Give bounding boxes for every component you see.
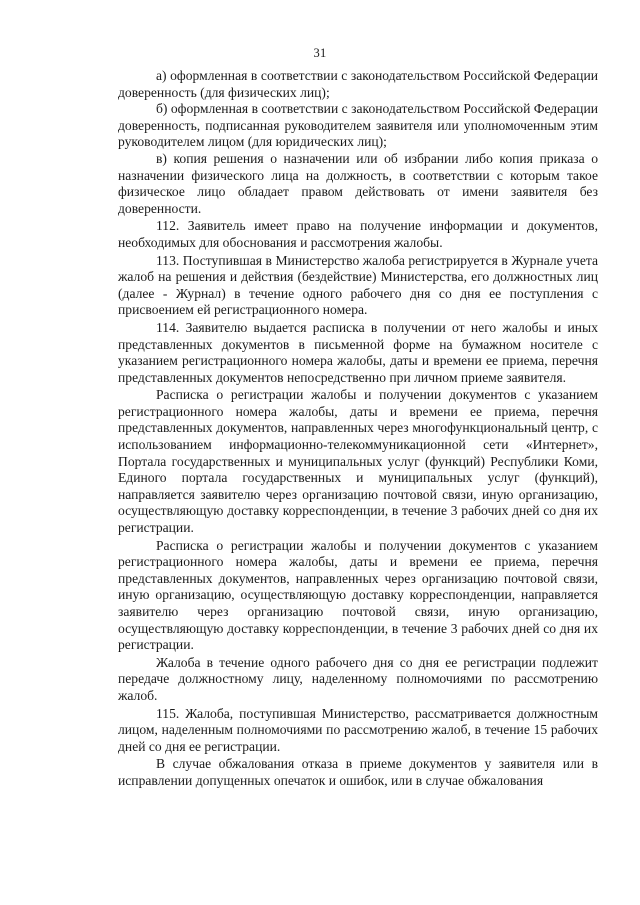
paragraph-112: 112. Заявитель имеет право на получение информации и документов, необходимых для обоснования и рассмотрения жалобы. <box>118 218 598 250</box>
paragraph-appeal: В случае обжалования отказа в приеме документов у заявителя или в исправлении допущенных опечаток и ошибок, или в случае обжалования <box>118 756 598 788</box>
paragraph-receipt-post: Расписка о регистрации жалобы и получении документов с указанием регистрационного номера жалобы, даты и времени ее приема, перечня представленных документов, направленных через организацию почтовой связи, иную организацию, осуществляющую доставку корреспонденции, направляется заявителю через организацию почтовой связи, иную организацию, осуществляющую доставку корреспонденции, в течение 3 рабочих дней со дня их регистрации. <box>118 537 598 653</box>
paragraph-v: в) копия решения о назначении или об избрании либо копия приказа о назначении физического лица на должность, в соответствии с которым такое физическое лицо обладает правом действовать от имени заявителя без доверенности. <box>118 150 598 216</box>
paragraph-114: 114. Заявителю выдается расписка в получении от него жалобы и иных представленных документов в письменной форме на бумажном носителе с указанием регистрационного номера жалобы, даты и времени ее приема, перечня представленных документов непосредственно при личном приеме заявителя. <box>118 319 598 385</box>
page-number: 31 <box>313 46 327 60</box>
paragraph-113: 113. Поступившая в Министерство жалоба регистрируется в Журнале учета жалоб на решения и действия (бездействие) Министерства, его должностных лиц (далее - Журнал) в течение одного рабочего дня со дня ее поступления с присвоением ей регистрационного номера. <box>118 252 598 318</box>
document-body <box>118 68 598 790</box>
paragraph-b: б) оформленная в соответствии с законодательством Российской Федерации доверенность, подписанная руководителем заявителя или уполномоченным этим руководителем лицом (для юридических лиц); <box>118 101 598 150</box>
paragraph-115: 115. Жалоба, поступившая Министерство, рассматривается должностным лицом, наделенным полномочиями по рассмотрению жалоб, в течение 15 рабочих дней со дня ее регистрации. <box>118 705 598 754</box>
paragraph-transfer: Жалоба в течение одного рабочего дня со дня ее регистрации подлежит передаче должностному лицу, наделенному полномочиями по рассмотрению жалоб. <box>118 654 598 703</box>
paragraph-a: а) оформленная в соответствии с законодательством Российской Федерации доверенность (для физических лиц); <box>118 68 598 100</box>
paragraph-receipt-mfc: Расписка о регистрации жалобы и получении документов с указанием регистрационного номера жалобы, даты и времени ее приема, перечня представленных документов, направленных через многофункциональный центр, с использованием информационно-телекоммуникационной сети «Интернет», Портала государственных и муниципальных услуг (функций) Республики Коми, Единого портала государственных и муниципальных услуг (функций), направляется заявителю через организацию почтовой связи, иную организацию, осуществляющую доставку корреспонденции, в течение 3 рабочих дней со дня их регистрации. <box>118 387 598 536</box>
